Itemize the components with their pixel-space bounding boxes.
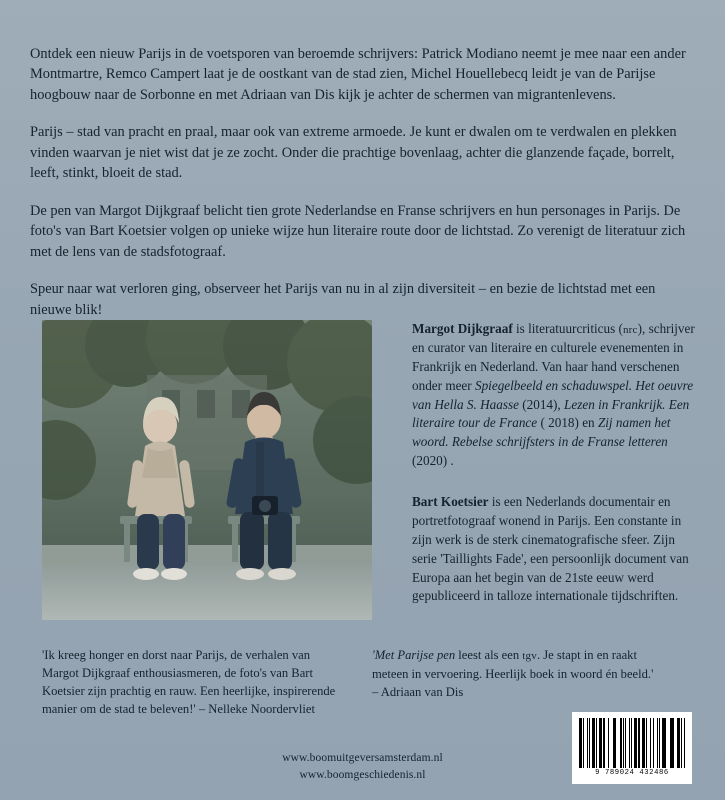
quote-noordervliet-text: 'Ik kreeg honger en dorst naar Parijs, de verhalen van Margot Dijkgraaf enthousiasmeren, de foto's van Bart Koetsier zijn prachtig en rauw. Een heerlijke, inspirerende manier om de stad te beleven!' <box>42 648 336 717</box>
bio-margot-text-2: ), schrijver en curator van literaire en culturele evenementen in Frankrijk en Nederland. Van haar hand verschenen onder meer <box>412 321 695 393</box>
bio-margot-dijkgraaf <box>412 320 702 471</box>
barcode-number: 9 789024 432486 <box>595 769 669 777</box>
bio-margot-title-2: Lezen in Frankrijk. Een literaire tour de France <box>412 396 690 431</box>
bio-name-margot: Margot Dijkgraaf <box>412 321 513 336</box>
bio-name-bart: Bart Koetsier <box>412 494 489 509</box>
review-quotes <box>42 646 662 719</box>
bio-margot-text-3: (2014), <box>518 396 565 412</box>
quote-van-dis-text-mid: leest als een <box>455 648 523 662</box>
quote-van-dis <box>372 646 662 719</box>
bio-bart-koetsier <box>412 493 702 606</box>
publisher-url-2[interactable]: www.boomgeschiedenis.nl <box>299 769 426 782</box>
blurb-paragraph-3: De pen van Margot Dijkgraaf belicht tien grote Nederlandse en Franse schrijvers en hun personages in Parijs. De foto's van Bart Koetsier volgen op unieke wijze hun literaire route door de lichtstad. Zo verenigt de literatuur zich met de lens van de stadsfotograaf. <box>30 202 686 260</box>
quote-noordervliet <box>42 646 342 719</box>
bio-margot-title-3: Zij namen het woord. Rebelse schrijfsters in de Franse letteren <box>412 415 671 450</box>
bio-bart-text: is een Nederlands documentair en portretfotograaf wonend in Parijs. Een constante in zijn werk is de sterk cinematografische sfeer. Zijn serie 'Taillights Fade', een persoonlijk document van Europa aan het begin van de 21ste eeuw werd gepubliceerd in talloze internationale tijdschriften. <box>412 494 689 604</box>
quote-van-dis-text-end: . Je stapt in en raakt meteen in vervoering. Heerlijk boek in woord én beeld.' <box>372 648 654 681</box>
publisher-url-1[interactable]: www.boomuitgeversamsterdam.nl <box>282 752 443 764</box>
barcode-bars <box>579 718 685 768</box>
bio-margot-text-4: ( 2018) en <box>537 415 598 431</box>
blurb-text-block <box>30 44 696 337</box>
quote-van-dis-attribution: – Adriaan van Dis <box>372 684 464 699</box>
author-bios <box>412 320 702 628</box>
blurb-paragraph-2: Parijs – stad van pracht en praal, maar ook van extreme armoede. Je kunt er dwalen om te verdwalen en plekken vinden waarvan je niet wist dat je ze zocht. Onder die prachtige bovenlaag, achter die glanzende façade, borrelt, leeft, stinkt, bloeit de stad. <box>30 124 677 182</box>
quote-van-dis-title: 'Met Parijse pen <box>372 648 456 662</box>
blurb-paragraph-1: Ontdek een nieuw Parijs in de voetsporen van beroemde schrijvers: Patrick Modiano neemt je mee naar een ander Montmartre, Remco Campert laat je de oostkant van de stad zien, Michel Houellebecq leidt je van de Parijse hoogbouw naar de Sorbonne en met Adriaan van Dis kijk je achter de schermen van migrantenlevens. <box>30 46 686 103</box>
author-photo <box>42 320 372 620</box>
bio-margot-text-1: is literatuurcriticus ( <box>512 321 623 336</box>
isbn-barcode <box>572 712 692 784</box>
bio-margot-nrc: nrc <box>622 324 638 336</box>
blurb-paragraph-4: Speur naar wat verloren ging, observeer het Parijs van nu in al zijn diversiteit – en bezie de lichtstad met een nieuwe blik! <box>30 281 656 318</box>
bio-margot-title-1: Spiegelbeeld en schaduwspel. Het oeuvre van Hella S. Haasse <box>412 377 694 412</box>
author-photo-illustration <box>42 320 372 620</box>
bio-margot-text-5: (2020) . <box>412 453 454 469</box>
quote-noordervliet-attribution: – Nelleke Noordervliet <box>198 702 315 717</box>
quote-van-dis-tgv: tgv <box>522 650 537 662</box>
